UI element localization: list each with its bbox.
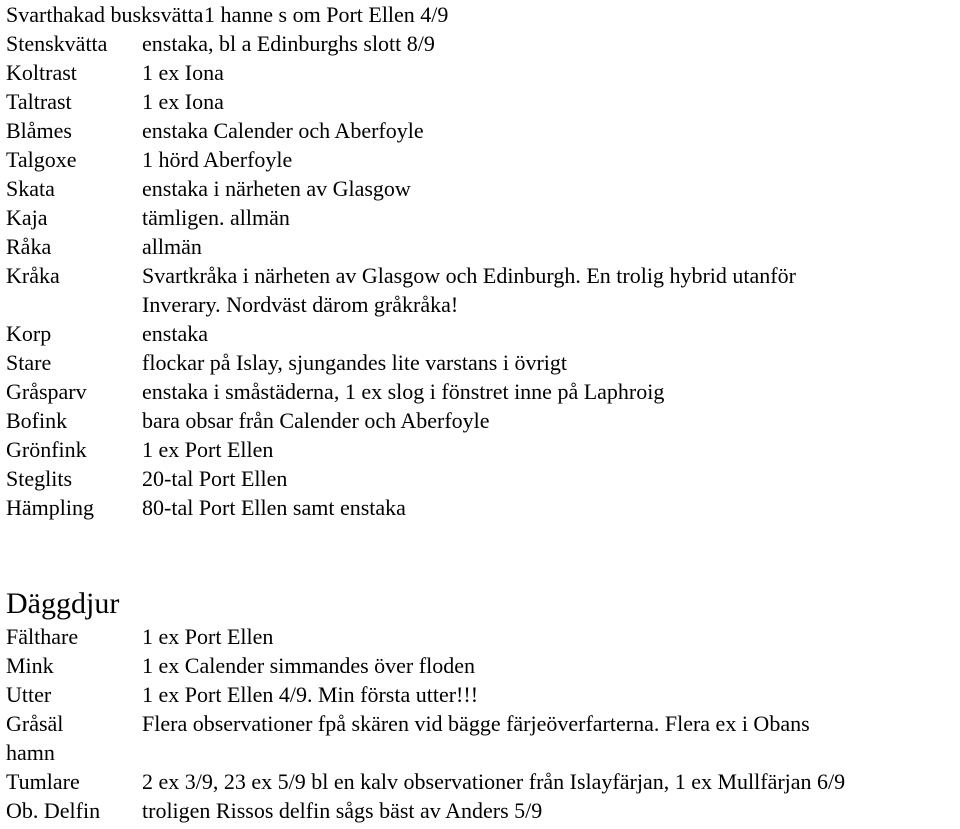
species-note: 80-tal Port Ellen samt enstaka (142, 495, 406, 520)
species-name: Steglits (6, 466, 73, 491)
species-note: enstaka i småstäderna, 1 ex slog i fönstret inne på Laphroig (142, 379, 665, 404)
species-note: Flera observationer fpå skären vid bägge färjeöverfarterna. Flera ex i Obans (142, 711, 810, 736)
section-heading: Däggdjur (6, 587, 120, 620)
species-name: Råka (6, 234, 52, 259)
species-name: Kaja (6, 205, 48, 230)
species-note: troligen Rissos delfin sågs bäst av Anders 5/9 (142, 798, 543, 823)
species-name: Gråsäl (6, 711, 64, 736)
species-name: Mink (6, 653, 54, 678)
species-name: Kråka (6, 263, 60, 288)
species-name: Skata (6, 176, 55, 201)
species-note: enstaka i närheten av Glasgow (142, 176, 411, 201)
species-note: enstaka (142, 321, 208, 346)
species-name: Talgoxe (6, 147, 77, 172)
species-note: allmän (142, 234, 202, 259)
species-note: enstaka Calender och Aberfoyle (142, 118, 424, 143)
species-note: 1 ex Port Ellen 4/9. Min första utter!!! (142, 682, 479, 707)
species-name: Blåmes (6, 118, 72, 143)
species-name: Svarthakad busksvätta (6, 2, 204, 27)
species-note: 1 hanne s om Port Ellen 4/9 (204, 2, 449, 27)
species-note: 1 ex Port Ellen (142, 437, 274, 462)
species-name: Stare (6, 350, 52, 375)
species-note: 2 ex 3/9, 23 ex 5/9 bl en kalv observationer från Islayfärjan, 1 ex Mullfärjan 6/9 (142, 769, 846, 794)
species-name: Fälthare (6, 624, 79, 649)
species-name: Grönfink (6, 437, 87, 462)
species-name: Stenskvätta (6, 31, 108, 56)
species-note: flockar på Islay, sjungandes lite varstans i övrigt (142, 350, 568, 375)
species-name: Taltrast (6, 89, 72, 114)
species-note: 1 ex Iona (142, 89, 224, 114)
species-name: Hämpling (6, 495, 94, 520)
species-note: 1 ex Iona (142, 60, 224, 85)
species-note: Svartkråka i närheten av Glasgow och Edinburgh. En trolig hybrid utanför (142, 263, 796, 288)
species-note: 20-tal Port Ellen (142, 466, 288, 491)
species-name: Utter (6, 682, 52, 707)
species-name: Tumlare (6, 769, 80, 794)
species-name: Gråsparv (6, 379, 87, 404)
species-note: 1 ex Port Ellen (142, 624, 274, 649)
species-name: Bofink (6, 408, 68, 433)
species-name: Koltrast (6, 60, 77, 85)
species-name: Ob. Delfin (6, 798, 101, 823)
species-name: Korp (6, 321, 52, 346)
species-note: enstaka, bl a Edinburghs slott 8/9 (142, 31, 435, 56)
species-note: bara obsar från Calender och Aberfoyle (142, 408, 490, 433)
species-note-continued: Inverary. Nordväst därom gråkråka! (142, 292, 459, 317)
species-note: 1 ex Calender simmandes över floden (142, 653, 475, 678)
species-note: tämligen. allmän (142, 205, 290, 230)
species-note-continued: hamn (6, 740, 55, 765)
species-note: 1 hörd Aberfoyle (142, 147, 293, 172)
